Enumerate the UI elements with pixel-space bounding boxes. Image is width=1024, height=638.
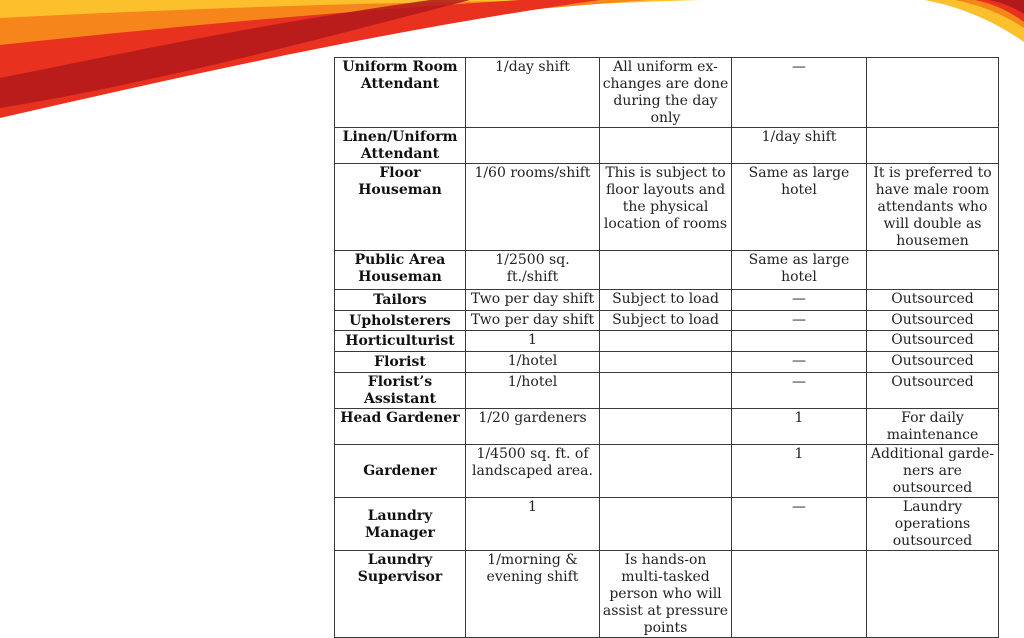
medium-hotel-cell: —: [732, 58, 867, 128]
notes-cell: [600, 498, 732, 551]
position-cell: Laundry Supervisor: [335, 551, 466, 638]
medium-hotel-cell: 1/day shift: [732, 128, 867, 164]
position-cell: Uniform Room Attendant: [335, 58, 466, 128]
medium-hotel-cell: —: [732, 352, 867, 373]
small-hotel-cell: Additional garde-ners are outsourced: [867, 445, 999, 498]
staffing-table: [334, 57, 999, 638]
notes-cell: All uniform ex-changes are done during the day only: [600, 58, 732, 128]
position-cell: Florist: [335, 352, 466, 373]
position-cell: Tailors: [335, 290, 466, 311]
small-hotel-cell: Outsourced: [867, 290, 999, 311]
small-hotel-cell: Outsourced: [867, 352, 999, 373]
position-cell: Linen/Uniform Attendant: [335, 128, 466, 164]
notes-cell: [600, 128, 732, 164]
position-cell: Head Gardener: [335, 409, 466, 445]
medium-hotel-cell: 1: [732, 445, 867, 498]
medium-hotel-cell: [732, 551, 867, 638]
medium-hotel-cell: —: [732, 290, 867, 311]
staffing-table-body: [335, 58, 999, 638]
large-hotel-cell: 1/2500 sq. ft./shift: [466, 251, 600, 290]
medium-hotel-cell: [732, 331, 867, 352]
large-hotel-cell: 1/60 rooms/shift: [466, 164, 600, 251]
large-hotel-cell: 1/4500 sq. ft. of landscaped area.: [466, 445, 600, 498]
table-row: [335, 331, 999, 352]
position-cell: Horticulturist: [335, 331, 466, 352]
table-row: [335, 290, 999, 311]
notes-cell: Is hands-on multi-tasked person who will assist at pressure points: [600, 551, 732, 638]
small-hotel-cell: [867, 128, 999, 164]
position-cell: Floor Houseman: [335, 164, 466, 251]
small-hotel-cell: It is preferred to have male room attendants who will double as housemen: [867, 164, 999, 251]
large-hotel-cell: 1: [466, 331, 600, 352]
large-hotel-cell: 1: [466, 498, 600, 551]
medium-hotel-cell: —: [732, 498, 867, 551]
position-cell: Upholsterers: [335, 311, 466, 331]
notes-cell: This is subject to floor layouts and the physical location of rooms: [600, 164, 732, 251]
large-hotel-cell: 1/hotel: [466, 373, 600, 409]
large-hotel-cell: Two per day shift: [466, 290, 600, 311]
notes-cell: [600, 373, 732, 409]
table-row: [335, 498, 999, 551]
large-hotel-cell: 1/morning & evening shift: [466, 551, 600, 638]
table-row: [335, 551, 999, 638]
notes-cell: [600, 352, 732, 373]
table-row: [335, 128, 999, 164]
large-hotel-cell: Two per day shift: [466, 311, 600, 331]
notes-cell: [600, 409, 732, 445]
notes-cell: [600, 251, 732, 290]
table-row: [335, 352, 999, 373]
small-hotel-cell: Outsourced: [867, 373, 999, 409]
table-row: [335, 58, 999, 128]
small-hotel-cell: [867, 58, 999, 128]
table-row: [335, 164, 999, 251]
medium-hotel-cell: —: [732, 311, 867, 331]
notes-cell: [600, 331, 732, 352]
medium-hotel-cell: 1: [732, 409, 867, 445]
large-hotel-cell: 1/hotel: [466, 352, 600, 373]
medium-hotel-cell: Same as large hotel: [732, 251, 867, 290]
small-hotel-cell: For daily maintenance: [867, 409, 999, 445]
table-row: [335, 445, 999, 498]
small-hotel-cell: Laundry operations outsourced: [867, 498, 999, 551]
medium-hotel-cell: —: [732, 373, 867, 409]
position-cell: Laundry Manager: [335, 498, 466, 551]
position-cell: Public Area Houseman: [335, 251, 466, 290]
small-hotel-cell: [867, 251, 999, 290]
small-hotel-cell: Outsourced: [867, 331, 999, 352]
small-hotel-cell: Outsourced: [867, 311, 999, 331]
table-row: [335, 311, 999, 331]
large-hotel-cell: [466, 128, 600, 164]
large-hotel-cell: 1/day shift: [466, 58, 600, 128]
position-cell: Gardener: [335, 445, 466, 498]
notes-cell: Subject to load: [600, 290, 732, 311]
large-hotel-cell: 1/20 gardeners: [466, 409, 600, 445]
notes-cell: Subject to load: [600, 311, 732, 331]
position-cell: Florist’s Assistant: [335, 373, 466, 409]
notes-cell: [600, 445, 732, 498]
small-hotel-cell: [867, 551, 999, 638]
table-row: [335, 409, 999, 445]
medium-hotel-cell: Same as large hotel: [732, 164, 867, 251]
table-row: [335, 251, 999, 290]
table-row: [335, 373, 999, 409]
